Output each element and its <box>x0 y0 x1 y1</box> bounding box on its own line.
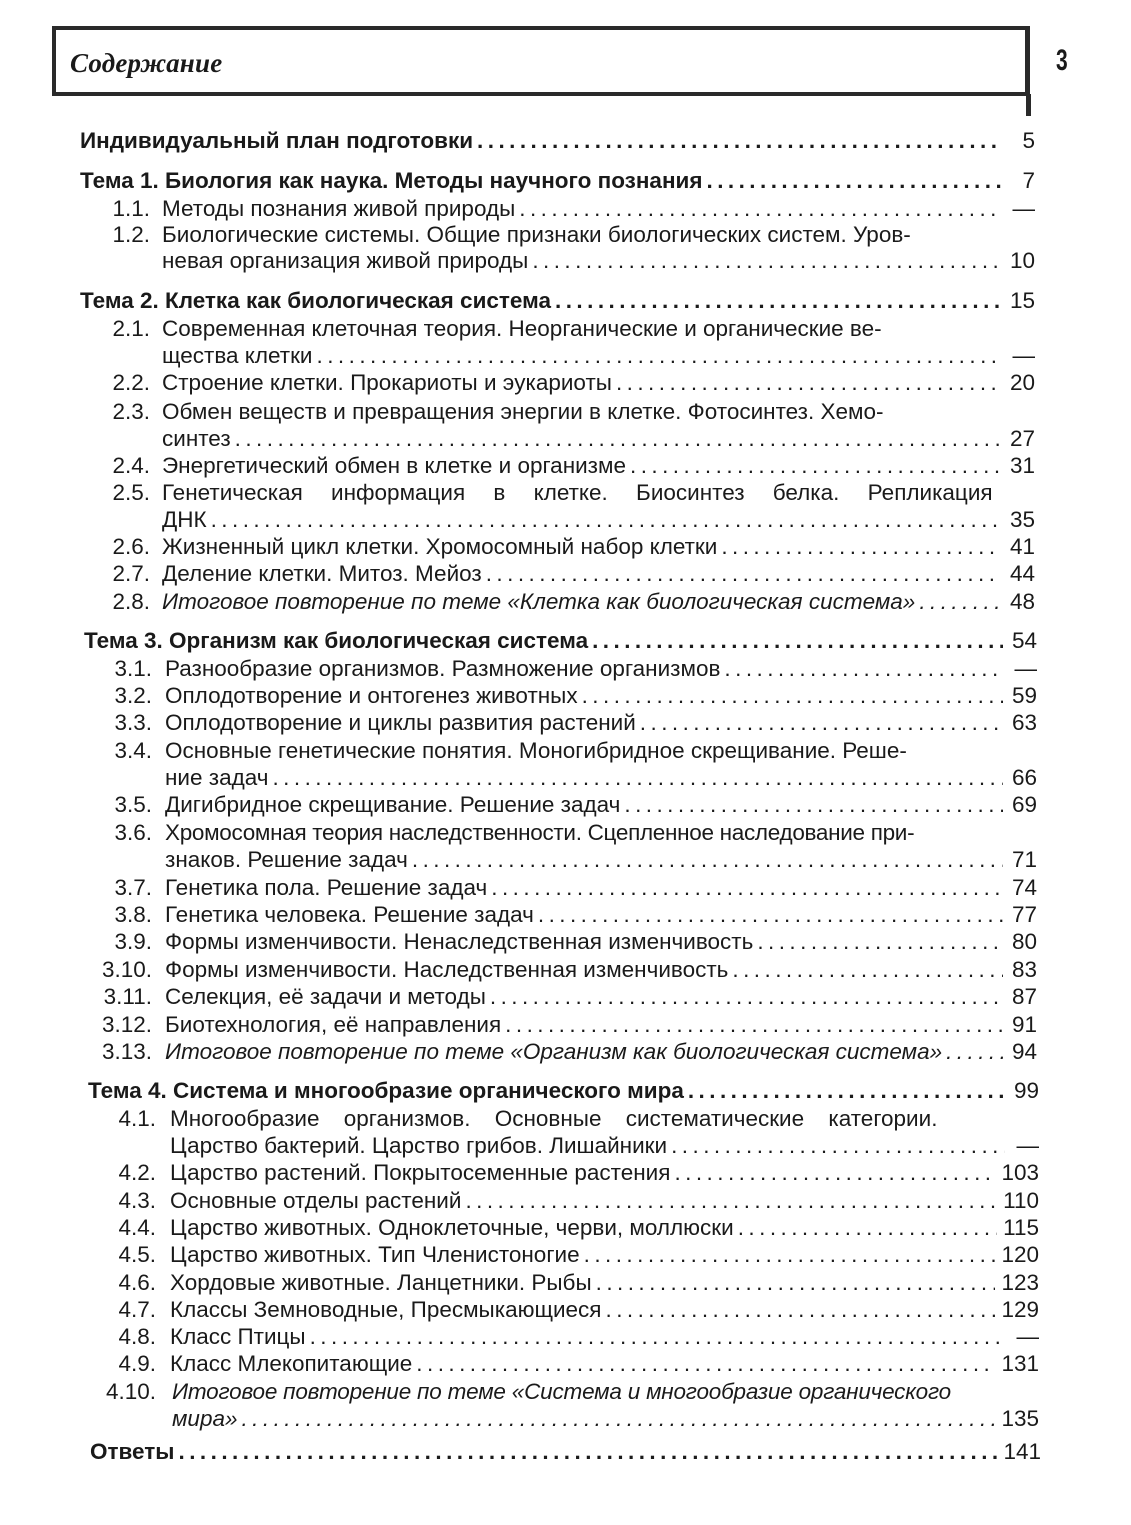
toc-topic-1[interactable] <box>80 166 1035 196</box>
toc-entry-title: Итоговое повторение по теме «Организм как биологическая система» <box>165 1039 943 1064</box>
toc-entry-title: Класс Птицы <box>170 1324 306 1349</box>
toc-section-number: 2.6. <box>112 534 150 559</box>
page-title: Содержание <box>70 48 223 78</box>
toc-entry-answers[interactable] <box>90 1437 1041 1467</box>
leader-dots <box>674 1158 995 1188</box>
toc-page-number: 10 <box>1009 248 1035 273</box>
toc-entry-title: мира» <box>172 1406 238 1431</box>
toc-entry-1-2[interactable] <box>162 246 1035 276</box>
leader-dots <box>624 790 1003 820</box>
toc-entry-4-5[interactable] <box>170 1240 1039 1270</box>
leader-dots <box>671 1131 1005 1161</box>
leader-dots <box>732 955 1003 985</box>
toc-section-number: 4.2. <box>118 1160 156 1185</box>
toc-page-number: — <box>1012 196 1035 221</box>
toc-entry-title: щества клетки <box>162 343 313 368</box>
toc-section-number: 3.6. <box>114 820 152 845</box>
leader-dots <box>555 286 1001 316</box>
toc-entry-4-4[interactable] <box>170 1213 1039 1243</box>
toc-entry-title: Царство животных. Одноклеточные, черви, моллюски <box>170 1215 734 1240</box>
toc-entry-title: ние задач <box>165 765 269 790</box>
leader-dots <box>630 451 1001 481</box>
toc-entry-title: Строение клетки. Прокариоты и эукариоты <box>162 370 612 395</box>
toc-entry-2-6[interactable] <box>162 532 1035 562</box>
toc-page-number: 63 <box>1011 710 1037 735</box>
leader-dots <box>724 654 1003 684</box>
toc-section-number: 3.1. <box>114 656 152 681</box>
toc-entry-title: Разнообразие организмов. Размножение организмов <box>165 656 721 681</box>
toc-entry-2-1[interactable] <box>162 341 1035 371</box>
toc-entry-title: знаков. Решение задач <box>165 847 408 872</box>
toc-page-number: 7 <box>1022 168 1035 193</box>
toc-page-number: 44 <box>1009 561 1035 586</box>
toc-page-number: — <box>1016 1324 1039 1349</box>
toc-section-number: 4.8. <box>118 1324 156 1349</box>
toc-section-number: 2.3. <box>112 399 150 424</box>
toc-entry-3-5[interactable] <box>165 790 1037 820</box>
toc-section-number: 3.10. <box>101 957 152 982</box>
toc-entry-title: Царство растений. Покрытосеменные растения <box>170 1160 671 1185</box>
toc-section-number: 3.13. <box>101 1039 152 1064</box>
toc-section-number: 4.10. <box>105 1379 156 1404</box>
toc-page-number: 5 <box>1022 128 1035 153</box>
leader-dots <box>538 900 1003 930</box>
toc-section-number: 3.8. <box>114 902 152 927</box>
toc-section-number: 2.2. <box>112 370 150 395</box>
leader-dots <box>490 982 1003 1012</box>
toc-entry-title: Тема 3. Организм как биологическая система <box>84 628 589 653</box>
toc-entry-2-7[interactable] <box>162 559 1035 589</box>
toc-entry-3-11[interactable] <box>165 982 1037 1012</box>
toc-section-number: 3.7. <box>114 875 152 900</box>
toc-entry-4-1[interactable] <box>170 1131 1039 1161</box>
toc-page-number: 80 <box>1011 929 1037 954</box>
toc-section-number: 3.12. <box>101 1012 152 1037</box>
toc-section-number: 3.5. <box>114 792 152 817</box>
leader-dots <box>505 1010 1003 1040</box>
toc-entry-title: Методы познания живой природы <box>162 196 516 221</box>
toc-section-number: 1.1. <box>112 196 150 221</box>
toc-entry-title: Оплодотворение и циклы развития растений <box>165 710 636 735</box>
leader-dots <box>412 845 1003 875</box>
toc-entry-3-2[interactable] <box>165 681 1037 711</box>
toc-section-number: 2.1. <box>112 316 150 341</box>
toc-entry-4-3[interactable] <box>170 1186 1039 1216</box>
toc-section-number: 3.9. <box>114 929 152 954</box>
leader-dots <box>179 1437 998 1467</box>
toc-entry-title: Хордовые животные. Ланцетники. Рыбы <box>170 1270 592 1295</box>
leader-dots <box>211 505 1001 535</box>
leader-dots <box>606 1295 996 1325</box>
toc-topic-2[interactable] <box>80 286 1035 316</box>
toc-page-number: 71 <box>1011 847 1037 872</box>
toc-entry-4-10[interactable] <box>172 1404 1039 1434</box>
toc-page-number: 59 <box>1011 683 1037 708</box>
leader-dots <box>757 927 1003 957</box>
toc-section-number: 3.4. <box>114 738 152 763</box>
toc-entry-title: Генетика человека. Решение задач <box>165 902 534 927</box>
toc-page-number: 48 <box>1009 589 1035 614</box>
leader-dots <box>738 1213 997 1243</box>
toc-entry-4-10-line1: Итоговое повторение по теме «Система и многообразие органического <box>172 1379 951 1404</box>
toc-entry-title: синтез <box>162 426 231 451</box>
toc-page-number: 27 <box>1009 426 1035 451</box>
toc-entry-title: Биотехнология, её направления <box>165 1012 502 1037</box>
toc-page-number: 115 <box>1003 1215 1039 1240</box>
toc-page-number: 31 <box>1009 453 1035 478</box>
leader-dots <box>616 368 1001 398</box>
toc-entry-2-2[interactable] <box>162 368 1035 398</box>
toc-entry-title: Класс Млекопитающие <box>170 1351 413 1376</box>
toc-page-number: 131 <box>1001 1351 1039 1376</box>
leader-dots <box>532 246 1001 276</box>
toc-page-number: 91 <box>1011 1012 1037 1037</box>
toc-entry-plan[interactable] <box>80 126 1035 156</box>
leader-dots <box>486 559 1001 589</box>
toc-topic-4[interactable] <box>88 1076 1039 1106</box>
toc-page-number: 66 <box>1011 765 1037 790</box>
toc-entry-title: Оплодотворение и онтогенез животных <box>165 683 578 708</box>
toc-section-number: 3.3. <box>114 710 152 735</box>
leader-dots <box>596 1268 996 1298</box>
toc-page-number: 99 <box>1013 1078 1039 1103</box>
toc-section-number: 2.4. <box>112 453 150 478</box>
toc-page-number: 129 <box>1001 1297 1039 1322</box>
toc-entry-title: Индивидуальный план подготовки <box>80 128 474 153</box>
leader-dots <box>592 626 1003 656</box>
leader-dots <box>416 1349 995 1379</box>
toc-page-number: 77 <box>1011 902 1037 927</box>
leader-dots <box>584 1240 996 1270</box>
leader-dots <box>272 763 1003 793</box>
leader-dots <box>477 126 1001 156</box>
toc-entry-title: Основные отделы растений <box>170 1188 462 1213</box>
leader-dots <box>317 341 1001 371</box>
toc-section-number: 4.1. <box>118 1106 156 1131</box>
toc-entry-2-5[interactable] <box>162 505 1035 535</box>
leader-dots <box>241 1404 995 1434</box>
toc-entry-3-4-line1: Основные генетические понятия. Моногибридное скрещивание. Реше- <box>165 738 907 763</box>
toc-page-number: 41 <box>1009 534 1035 559</box>
leader-dots <box>235 424 1001 454</box>
toc-page-number: 83 <box>1011 957 1037 982</box>
toc-entry-2-1-line1: Современная клеточная теория. Неорганические и органические ве- <box>162 316 882 341</box>
leader-dots <box>946 1037 1003 1067</box>
toc-entry-3-3[interactable] <box>165 708 1037 738</box>
toc-section-number: 4.7. <box>118 1297 156 1322</box>
toc-entry-2-8[interactable] <box>162 587 1035 617</box>
toc-entry-3-7[interactable] <box>165 873 1037 903</box>
toc-entry-title: Тема 1. Биология как наука. Методы научного познания <box>80 168 703 193</box>
toc-section-number: 2.5. <box>112 480 150 505</box>
toc-page-number: 87 <box>1011 984 1037 1009</box>
toc-page-number: 94 <box>1011 1039 1037 1064</box>
leader-dots <box>707 166 1002 196</box>
toc-entry-4-6[interactable] <box>170 1268 1039 1298</box>
toc-entry-title: Итоговое повторение по теме «Клетка как биологическая система» <box>162 589 916 614</box>
toc-entry-2-3-line1: Обмен веществ и превращения энергии в клетке. Фотосинтез. Хемо- <box>162 399 884 424</box>
toc-section-number: 3.11. <box>103 984 152 1009</box>
toc-page-number: 135 <box>1001 1406 1039 1431</box>
toc-entry-title: Жизненный цикл клетки. Хромосомный набор клетки <box>162 534 718 559</box>
leader-dots <box>721 532 1001 562</box>
toc-entry-2-3[interactable] <box>162 424 1035 454</box>
toc-page-number: 120 <box>1001 1242 1039 1267</box>
toc-section-number: 3.2. <box>114 683 152 708</box>
toc-entry-4-7[interactable] <box>170 1295 1039 1325</box>
toc-entry-title: Генетика пола. Решение задач <box>165 875 488 900</box>
toc-entry-title: ДНК <box>162 507 207 532</box>
toc-entry-3-12[interactable] <box>165 1010 1037 1040</box>
toc-page-number: 74 <box>1011 875 1037 900</box>
toc-entry-2-4[interactable] <box>162 451 1035 481</box>
toc-section-number: 4.5. <box>118 1242 156 1267</box>
leader-dots <box>640 708 1003 738</box>
toc-entry-3-1[interactable] <box>165 654 1037 684</box>
toc-entry-title: Тема 2. Клетка как биологическая система <box>80 288 552 313</box>
toc-entry-title: Царство бактерий. Царство грибов. Лишайники <box>170 1133 668 1158</box>
toc-entry-4-2[interactable] <box>170 1158 1039 1188</box>
toc-page-number: 103 <box>1001 1160 1039 1185</box>
toc-entry-3-4[interactable] <box>165 763 1037 793</box>
toc-entry-3-6-line1: Хромосомная теория наследственности. Сцепленное наследование при- <box>165 820 915 845</box>
toc-page-number: 35 <box>1009 507 1035 532</box>
toc-section-number: 2.8. <box>112 589 150 614</box>
toc-entry-title: Энергетический обмен в клетке и организме <box>162 453 626 478</box>
leader-dots <box>919 587 1001 617</box>
toc-page-number: 54 <box>1011 628 1037 653</box>
toc-entry-2-5-line1: Генетическая информация в клетке. Биосинтез белка. Репликация <box>162 480 993 505</box>
toc-entry-3-9[interactable] <box>165 927 1037 957</box>
toc-entry-4-9[interactable] <box>170 1349 1039 1379</box>
page-number: 3 <box>1056 44 1068 77</box>
leader-dots <box>491 873 1003 903</box>
toc-page-number: 141 <box>1003 1439 1041 1464</box>
toc-entry-title: Царство животных. Тип Членистоногие <box>170 1242 580 1267</box>
toc-entry-title: Тема 4. Система и многообразие органического мира <box>88 1078 684 1103</box>
toc-entry-title: невая организация живой природы <box>162 248 529 273</box>
toc-page-number: 69 <box>1011 792 1037 817</box>
toc-entry-4-1-line1: Многообразие организмов. Основные систематические категории. <box>170 1106 938 1131</box>
toc-page-number: 123 <box>1001 1270 1039 1295</box>
toc-page-number: — <box>1012 343 1035 368</box>
toc-entry-3-10[interactable] <box>165 955 1037 985</box>
toc-section-number: 1.2. <box>112 222 150 247</box>
toc-entry-4-8[interactable] <box>170 1322 1039 1352</box>
toc-section-number: 4.9. <box>118 1351 156 1376</box>
toc-page-number: 15 <box>1009 288 1035 313</box>
toc-topic-3[interactable] <box>84 626 1037 656</box>
toc-section-number: 4.3. <box>118 1188 156 1213</box>
toc-entry-3-6[interactable] <box>165 845 1037 875</box>
toc-entry-title: Формы изменчивости. Ненаследственная изменчивость <box>165 929 754 954</box>
toc-section-number: 4.4. <box>118 1215 156 1240</box>
toc-section-number: 2.7. <box>112 561 150 586</box>
toc-section-number: 4.6. <box>118 1270 156 1295</box>
toc-entry-title: Деление клетки. Митоз. Мейоз <box>162 561 482 586</box>
toc-page-number: 20 <box>1009 370 1035 395</box>
toc-entry-title: Дигибридное скрещивание. Решение задач <box>165 792 621 817</box>
leader-dots <box>688 1076 1005 1106</box>
toc-page-number: — <box>1016 1133 1039 1158</box>
toc-entry-title: Классы Земноводные, Пресмыкающиеся <box>170 1297 602 1322</box>
toc-entry-3-8[interactable] <box>165 900 1037 930</box>
toc-entry-1-2-line1: Биологические системы. Общие признаки биологических систем. Уров- <box>162 222 911 247</box>
leader-dots <box>310 1322 1005 1352</box>
leader-dots <box>582 681 1003 711</box>
toc-page-number: — <box>1014 656 1037 681</box>
toc-entry-title: Ответы <box>90 1439 175 1464</box>
toc-page-number: 110 <box>1003 1188 1039 1213</box>
toc-entry-title: Формы изменчивости. Наследственная изменчивость <box>165 957 729 982</box>
toc-entry-3-13[interactable] <box>165 1037 1037 1067</box>
leader-dots <box>465 1186 997 1216</box>
toc-entry-title: Селекция, её задачи и методы <box>165 984 486 1009</box>
